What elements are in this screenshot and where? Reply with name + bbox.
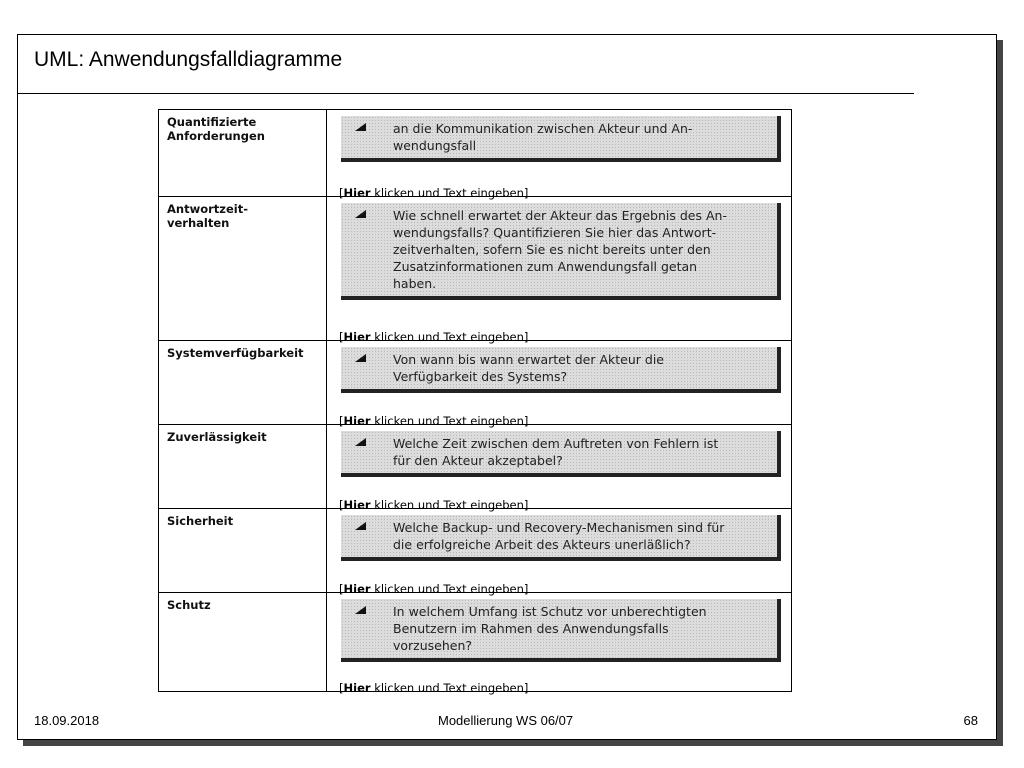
slide-title: UML: Anwendungsfalldiagramme (34, 48, 343, 71)
click-placeholder[interactable]: [Hier klicken und Text eingeben] (339, 681, 529, 695)
row-content-cell (327, 341, 792, 428)
note-box (341, 515, 781, 561)
triangle-bullet-icon (355, 354, 366, 362)
footer-date: 18.09.2018 (34, 713, 100, 728)
table-row (159, 593, 792, 692)
row-content-cell (327, 425, 792, 512)
row-content-cell (327, 197, 792, 344)
row-label-cell (159, 341, 327, 425)
click-placeholder[interactable]: [Hier klicken und Text eingeben] (339, 186, 529, 200)
note-box (341, 116, 781, 162)
note-text: Welche Backup- und Recovery-Mechanismen sind für die erfolgreiche Arbeit des Akteurs unerläßlich? (393, 520, 725, 552)
click-placeholder[interactable]: [Hier klicken und Text eingeben] (339, 414, 529, 428)
table-row (159, 110, 792, 197)
row-label-cell (159, 425, 327, 509)
triangle-bullet-icon (355, 606, 366, 614)
row-label-cell (159, 509, 327, 593)
note-text: Welche Zeit zwischen dem Auftreten von Fehlern ist für den Akteur akzeptabel? (393, 436, 719, 468)
footer-page-number: 68 (963, 713, 978, 728)
click-placeholder[interactable]: [Hier klicken und Text eingeben] (339, 582, 529, 596)
table-row (159, 197, 792, 341)
row-label: Schutz (167, 598, 211, 612)
row-label: Antwortzeit- verhalten (167, 202, 248, 230)
triangle-bullet-icon (355, 123, 366, 131)
triangle-bullet-icon (355, 210, 366, 218)
row-content-cell (327, 110, 792, 200)
note-box (341, 599, 781, 662)
row-label-cell (159, 593, 327, 692)
triangle-bullet-icon (355, 522, 366, 530)
note-box (341, 431, 781, 477)
note-text: an die Kommunikation zwischen Akteur und An- wendungsfall (393, 121, 693, 153)
row-label: Zuverlässigkeit (167, 430, 267, 444)
click-placeholder[interactable]: [Hier klicken und Text eingeben] (339, 498, 529, 512)
note-text: Von wann bis wann erwartet der Akteur die Verfügbarkeit des Systems? (393, 352, 664, 384)
table-row (159, 425, 792, 509)
triangle-bullet-icon (355, 438, 366, 446)
row-label: Quantifizierte Anforderungen (167, 115, 265, 143)
title-divider (18, 93, 914, 94)
slide (17, 34, 997, 740)
row-label-cell (159, 197, 327, 341)
footer-course: Modellierung WS 06/07 (438, 713, 574, 728)
note-text: Wie schnell erwartet der Akteur das Ergebnis des An- wendungsfalls? Quantifizieren Sie hier das Antwort- zeitverhalten, sofern Sie es nicht bereits unter den Zusatzinformationen zum Anwendungsfall getan haben. (393, 208, 727, 291)
row-label: Systemverfügbarkeit (167, 346, 304, 360)
note-text: In welchem Umfang ist Schutz vor unberechtigten Benutzern im Rahmen des Anwendungsfalls vorzusehen? (393, 604, 707, 653)
note-box (341, 203, 781, 300)
row-content-cell (327, 509, 792, 596)
row-label-cell (159, 110, 327, 197)
row-content-cell (327, 593, 792, 695)
row-label: Sicherheit (167, 514, 234, 528)
table-row (159, 341, 792, 425)
note-box (341, 347, 781, 393)
requirements-form-table (158, 109, 792, 695)
click-placeholder[interactable]: [Hier klicken und Text eingeben] (339, 330, 529, 344)
table-row (159, 509, 792, 593)
